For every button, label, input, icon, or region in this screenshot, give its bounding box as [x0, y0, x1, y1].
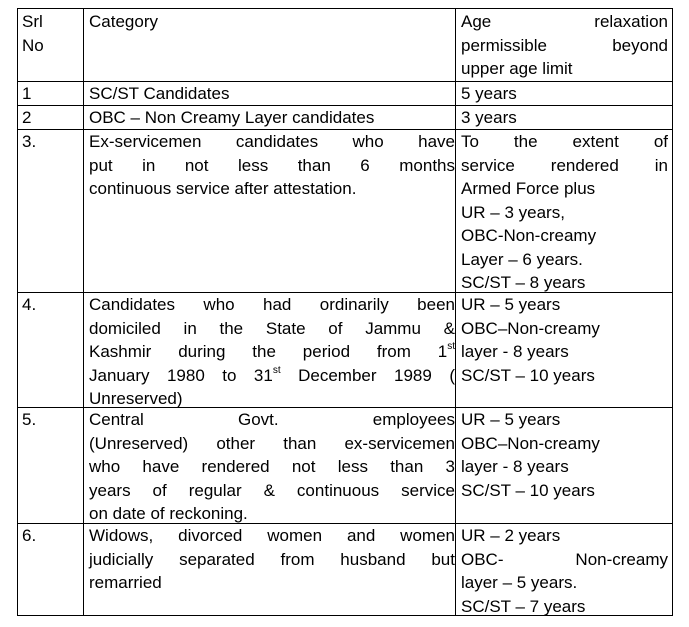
row-category: Widows, divorced women and women judicially separated from husband but remarried [89, 526, 455, 592]
row-category: Candidates who had ordinarily been domiciled in the State of Jammu & Kashmir during the period from 1st January 1980 to 31st December 1989 ( Unreserved) [89, 295, 455, 408]
row-number: 3. [22, 132, 37, 151]
header-category: Category [89, 12, 158, 31]
row-category: Central Govt. employees (Unreserved) other than ex-servicemen who have rendered not less than 3 years of regular & continuous service on date of reckoning. [89, 410, 455, 523]
row-number: 2 [22, 108, 32, 127]
row-age-relaxation: UR – 5 years OBC–Non-creamy layer - 8 years SC/ST – 10 years [461, 295, 600, 385]
row-number: 6. [22, 526, 37, 545]
row-number: 5. [22, 410, 37, 429]
row-age-relaxation: 5 years [461, 84, 517, 103]
header-srl-no: Srl No [22, 12, 44, 55]
column-divider [455, 9, 456, 615]
row-age-relaxation: UR – 2 years OBC- Non-creamy layer – 5 years. SC/ST – 7 years [461, 526, 668, 616]
row-category: SC/ST Candidates [89, 84, 230, 103]
row-age-relaxation: To the extent of service rendered in Armed Force plus UR – 3 years, OBC-Non-creamy Layer – 6 years. SC/ST – 8 years [461, 132, 668, 292]
row-category: OBC – Non Creamy Layer candidates [89, 108, 375, 127]
row-category: Ex-servicemen candidates who have put in not less than 6 months continuous service after attestation. [89, 132, 455, 198]
header-age-relaxation: Age relaxation permissible beyond upper age limit [461, 12, 668, 78]
age-relaxation-table [17, 8, 673, 616]
column-divider [83, 9, 84, 615]
row-age-relaxation: 3 years [461, 108, 517, 127]
row-number: 1 [22, 84, 32, 103]
row-age-relaxation: UR – 5 years OBC–Non-creamy layer - 8 years SC/ST – 10 years [461, 410, 600, 500]
row-number: 4. [22, 295, 37, 314]
